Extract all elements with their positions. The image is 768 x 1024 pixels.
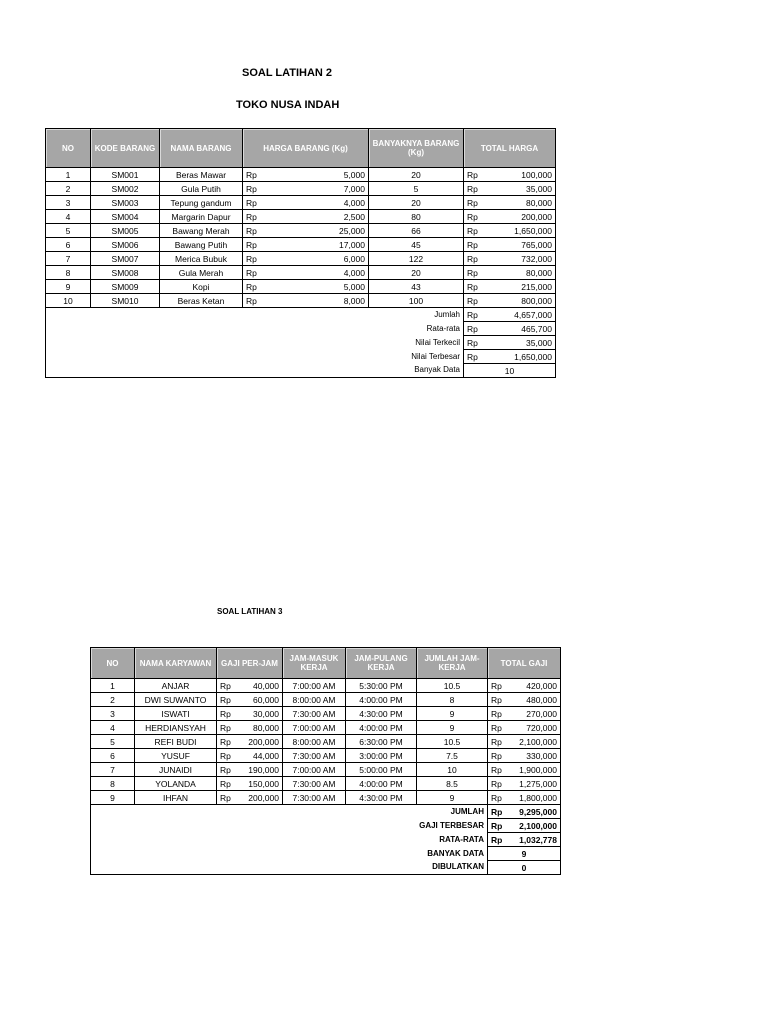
cell-no: 10 (46, 294, 91, 308)
currency-label: Rp (491, 834, 503, 845)
header-no: NO (91, 648, 135, 679)
cell-no: 2 (46, 182, 91, 196)
currency-label: Rp (467, 281, 478, 292)
currency-label: Rp (246, 267, 257, 278)
currency-label: Rp (220, 764, 231, 775)
cell-banyaknya-barang: 122 (369, 252, 464, 266)
currency-label: Rp (467, 211, 478, 222)
cell-nama-karyawan: DWI SUWANTO (135, 693, 217, 707)
summary-blank (91, 819, 346, 833)
cell-nama-karyawan: HERDIANSYAH (135, 721, 217, 735)
header-harga-barang: HARGA BARANG (Kg) (243, 129, 369, 168)
currency-label: Rp (246, 295, 257, 306)
cell-total-harga (464, 238, 556, 252)
cell-banyaknya-barang: 20 (369, 196, 464, 210)
table-toko-nusa-indah (45, 128, 556, 378)
cell-no: 1 (91, 679, 135, 693)
cell-jumlah-jam: 9 (417, 791, 488, 805)
cell-harga-barang (243, 294, 369, 308)
cell-harga-barang (243, 224, 369, 238)
amount-value: 800,000 (521, 295, 552, 306)
cell-gaji-per-jam (217, 707, 283, 721)
summary-label: DIBULATKAN (346, 861, 488, 875)
table-row (91, 679, 561, 693)
cell-kode-barang: SM004 (91, 210, 160, 224)
cell-kode-barang: SM002 (91, 182, 160, 196)
currency-label: Rp (491, 764, 502, 775)
cell-no: 4 (46, 210, 91, 224)
header-nama-karyawan: NAMA KARYAWAN (135, 648, 217, 679)
amount-value: 100,000 (521, 169, 552, 180)
cell-banyaknya-barang: 45 (369, 238, 464, 252)
currency-label: Rp (491, 708, 502, 719)
cell-kode-barang: SM009 (91, 280, 160, 294)
currency-label: Rp (467, 225, 478, 236)
amount-value: 4,657,000 (514, 309, 552, 320)
amount-value: 5,000 (343, 169, 365, 180)
amount-value: 465,700 (521, 323, 552, 334)
amount-value: 1,032,778 (519, 834, 557, 845)
cell-no: 7 (46, 252, 91, 266)
currency-label: Rp (220, 708, 231, 719)
summary-value: 0 (488, 861, 561, 875)
currency-label: Rp (467, 169, 478, 180)
summary-blank (46, 364, 243, 378)
currency-label: Rp (220, 680, 231, 691)
summary-row (46, 308, 556, 322)
cell-total-harga (464, 294, 556, 308)
cell-gaji-per-jam (217, 735, 283, 749)
cell-total-harga (464, 266, 556, 280)
summary-value: 9 (488, 847, 561, 861)
amount-value: 8,000 (343, 295, 365, 306)
cell-harga-barang (243, 182, 369, 196)
amount-value: 1,900,000 (519, 764, 557, 775)
cell-jam-pulang: 4:00:00 PM (346, 777, 417, 791)
cell-total-harga (464, 168, 556, 182)
currency-label: Rp (220, 736, 231, 747)
cell-harga-barang (243, 266, 369, 280)
cell-nama-karyawan: IHFAN (135, 791, 217, 805)
header-nama-barang: NAMA BARANG (160, 129, 243, 168)
cell-nama-barang: Bawang Putih (160, 238, 243, 252)
summary-row (46, 350, 556, 364)
summary-blank (91, 861, 346, 875)
summary-row (91, 805, 561, 819)
cell-gaji-per-jam (217, 777, 283, 791)
amount-value: 35,000 (526, 183, 552, 194)
table-row (91, 749, 561, 763)
summary-blank (91, 847, 346, 861)
amount-value: 270,000 (526, 708, 557, 719)
cell-jam-pulang: 6:30:00 PM (346, 735, 417, 749)
summary-blank (46, 336, 243, 350)
currency-label: Rp (491, 694, 502, 705)
amount-value: 765,000 (521, 239, 552, 250)
cell-no: 1 (46, 168, 91, 182)
cell-nama-barang: Bawang Merah (160, 224, 243, 238)
cell-jumlah-jam: 10.5 (417, 679, 488, 693)
summary-value (464, 336, 556, 350)
amount-value: 30,000 (253, 708, 279, 719)
table-gaji-karyawan (90, 647, 561, 875)
cell-jumlah-jam: 9 (417, 721, 488, 735)
cell-jam-masuk: 7:00:00 AM (283, 679, 346, 693)
table-row (91, 777, 561, 791)
cell-nama-barang: Beras Ketan (160, 294, 243, 308)
summary-label: Rata-rata (426, 323, 460, 333)
cell-no: 3 (91, 707, 135, 721)
header-jumlah-jam: JUMLAH JAM-KERJA (417, 648, 488, 679)
summary-value: 10 (464, 364, 556, 378)
currency-label: Rp (220, 694, 231, 705)
amount-value: 200,000 (521, 211, 552, 222)
summary-value (464, 308, 556, 322)
amount-value: 420,000 (526, 680, 557, 691)
amount-value: 60,000 (253, 694, 279, 705)
currency-label: Rp (220, 792, 231, 803)
cell-no: 9 (91, 791, 135, 805)
summary-blank (91, 833, 346, 847)
cell-total-gaji (488, 791, 561, 805)
cell-nama-karyawan: ISWATI (135, 707, 217, 721)
currency-label: Rp (491, 736, 502, 747)
cell-nama-barang: Gula Merah (160, 266, 243, 280)
currency-label: Rp (491, 778, 502, 789)
cell-total-gaji (488, 777, 561, 791)
currency-label: Rp (467, 267, 478, 278)
table-row (91, 735, 561, 749)
cell-banyaknya-barang: 20 (369, 168, 464, 182)
store-name: TOKO NUSA INDAH (236, 99, 340, 111)
table-row (46, 224, 556, 238)
currency-label: Rp (220, 750, 231, 761)
cell-nama-karyawan: REFI BUDI (135, 735, 217, 749)
summary-value (488, 819, 561, 833)
summary-blank (46, 322, 243, 336)
currency-label: Rp (467, 309, 478, 320)
amount-value: 330,000 (526, 750, 557, 761)
header-banyaknya-barang: BANYAKNYA BARANG (Kg) (369, 129, 464, 168)
cell-nama-barang: Beras Mawar (160, 168, 243, 182)
header-jam-masuk: JAM-MASUK KERJA (283, 648, 346, 679)
currency-label: Rp (246, 197, 257, 208)
cell-no: 4 (91, 721, 135, 735)
cell-total-gaji (488, 749, 561, 763)
cell-harga-barang (243, 280, 369, 294)
cell-kode-barang: SM003 (91, 196, 160, 210)
cell-jumlah-jam: 7.5 (417, 749, 488, 763)
cell-kode-barang: SM008 (91, 266, 160, 280)
summary-blank (91, 805, 346, 819)
table-row (46, 266, 556, 280)
cell-jam-masuk: 8:00:00 AM (283, 693, 346, 707)
currency-label: Rp (467, 337, 478, 348)
currency-label: Rp (467, 351, 478, 362)
amount-value: 1,800,000 (519, 792, 557, 803)
cell-total-harga (464, 210, 556, 224)
summary-value (488, 833, 561, 847)
header-gaji-per-jam: GAJI PER-JAM (217, 648, 283, 679)
cell-jam-masuk: 8:00:00 AM (283, 735, 346, 749)
amount-value: 5,000 (343, 281, 365, 292)
summary-row (46, 364, 556, 378)
cell-no: 6 (46, 238, 91, 252)
summary-label: Nilai Terkecil (415, 337, 460, 347)
cell-jam-pulang: 4:00:00 PM (346, 693, 417, 707)
header-total-gaji: TOTAL GAJI (488, 648, 561, 679)
table-row (91, 693, 561, 707)
cell-gaji-per-jam (217, 721, 283, 735)
amount-value: 1,650,000 (514, 225, 552, 236)
currency-label: Rp (246, 183, 257, 194)
cell-kode-barang: SM007 (91, 252, 160, 266)
cell-nama-karyawan: YUSUF (135, 749, 217, 763)
currency-label: Rp (246, 281, 257, 292)
table-row (46, 182, 556, 196)
amount-value: 7,000 (343, 183, 365, 194)
cell-nama-barang: Margarin Dapur (160, 210, 243, 224)
amount-value: 732,000 (521, 253, 552, 264)
cell-kode-barang: SM006 (91, 238, 160, 252)
currency-label: Rp (467, 183, 478, 194)
cell-total-harga (464, 224, 556, 238)
amount-value: 6,000 (343, 253, 365, 264)
summary-label: BANYAK DATA (427, 848, 484, 858)
currency-label: Rp (467, 239, 478, 250)
currency-label: Rp (467, 197, 478, 208)
cell-harga-barang (243, 252, 369, 266)
header-jam-pulang: JAM-PULANG KERJA (346, 648, 417, 679)
summary-label: JUMLAH (450, 806, 484, 816)
cell-gaji-per-jam (217, 791, 283, 805)
cell-no: 5 (91, 735, 135, 749)
cell-jumlah-jam: 8 (417, 693, 488, 707)
amount-value: 2,100,000 (519, 820, 557, 831)
cell-gaji-per-jam (217, 679, 283, 693)
currency-label: Rp (491, 806, 503, 817)
cell-nama-karyawan: YOLANDA (135, 777, 217, 791)
cell-total-gaji (488, 721, 561, 735)
cell-no: 8 (46, 266, 91, 280)
amount-value: 2,500 (343, 211, 365, 222)
currency-label: Rp (491, 750, 502, 761)
amount-value: 40,000 (253, 680, 279, 691)
cell-banyaknya-barang: 66 (369, 224, 464, 238)
cell-nama-barang: Merica Bubuk (160, 252, 243, 266)
currency-label: Rp (491, 792, 502, 803)
cell-kode-barang: SM010 (91, 294, 160, 308)
cell-no: 6 (91, 749, 135, 763)
currency-label: Rp (491, 820, 503, 831)
cell-nama-karyawan: JUNAIDI (135, 763, 217, 777)
cell-jumlah-jam: 9 (417, 707, 488, 721)
currency-label: Rp (467, 323, 478, 334)
table-row (46, 252, 556, 266)
cell-harga-barang (243, 168, 369, 182)
cell-no: 3 (46, 196, 91, 210)
header-row (46, 129, 556, 168)
table-row (46, 168, 556, 182)
cell-jumlah-jam: 10 (417, 763, 488, 777)
header-no: NO (46, 129, 91, 168)
cell-banyaknya-barang: 20 (369, 266, 464, 280)
cell-nama-karyawan: ANJAR (135, 679, 217, 693)
cell-banyaknya-barang: 100 (369, 294, 464, 308)
cell-banyaknya-barang: 80 (369, 210, 464, 224)
summary-row (91, 819, 561, 833)
cell-banyaknya-barang: 43 (369, 280, 464, 294)
cell-banyaknya-barang: 5 (369, 182, 464, 196)
table-row (91, 707, 561, 721)
summary-label: Banyak Data (243, 364, 464, 378)
table-row (46, 294, 556, 308)
cell-total-harga (464, 280, 556, 294)
cell-total-harga (464, 182, 556, 196)
currency-label: Rp (467, 295, 478, 306)
cell-no: 7 (91, 763, 135, 777)
cell-jam-pulang: 4:30:00 PM (346, 707, 417, 721)
currency-label: Rp (220, 778, 231, 789)
amount-value: 25,000 (339, 225, 365, 236)
cell-harga-barang (243, 196, 369, 210)
amount-value: 200,000 (248, 792, 279, 803)
cell-gaji-per-jam (217, 763, 283, 777)
cell-kode-barang: SM001 (91, 168, 160, 182)
amount-value: 4,000 (343, 197, 365, 208)
cell-total-gaji (488, 735, 561, 749)
cell-gaji-per-jam (217, 749, 283, 763)
table-row (91, 791, 561, 805)
cell-jam-masuk: 7:30:00 AM (283, 749, 346, 763)
currency-label: Rp (491, 680, 502, 691)
cell-jam-pulang: 5:00:00 PM (346, 763, 417, 777)
amount-value: 720,000 (526, 722, 557, 733)
currency-label: Rp (246, 239, 257, 250)
cell-jam-masuk: 7:30:00 AM (283, 791, 346, 805)
cell-jam-masuk: 7:00:00 AM (283, 763, 346, 777)
soal-2-title: SOAL LATIHAN 2 (242, 67, 333, 79)
currency-label: Rp (246, 169, 257, 180)
amount-value: 2,100,000 (519, 736, 557, 747)
table-row (46, 210, 556, 224)
cell-jam-pulang: 4:30:00 PM (346, 791, 417, 805)
cell-jam-masuk: 7:30:00 AM (283, 707, 346, 721)
amount-value: 150,000 (248, 778, 279, 789)
cell-no: 2 (91, 693, 135, 707)
cell-harga-barang (243, 238, 369, 252)
cell-total-harga (464, 196, 556, 210)
cell-gaji-per-jam (217, 693, 283, 707)
currency-label: Rp (246, 225, 257, 236)
cell-no: 8 (91, 777, 135, 791)
summary-value (488, 805, 561, 819)
table-row (91, 763, 561, 777)
header-row (91, 648, 561, 679)
summary-label: Jumlah (434, 309, 460, 319)
summary-value (464, 322, 556, 336)
summary-row (91, 833, 561, 847)
currency-label: Rp (491, 722, 502, 733)
amount-value: 35,000 (526, 337, 552, 348)
cell-total-gaji (488, 693, 561, 707)
summary-label: RATA-RATA (439, 834, 484, 844)
cell-harga-barang (243, 210, 369, 224)
summary-value (464, 350, 556, 364)
amount-value: 200,000 (248, 736, 279, 747)
currency-label: Rp (220, 722, 231, 733)
summary-row (91, 861, 561, 875)
cell-total-gaji (488, 679, 561, 693)
summary-label: GAJI TERBESAR (419, 820, 484, 830)
soal-3-title: SOAL LATIHAN 3 (217, 607, 283, 616)
cell-jumlah-jam: 8.5 (417, 777, 488, 791)
amount-value: 80,000 (253, 722, 279, 733)
cell-total-gaji (488, 707, 561, 721)
summary-blank (46, 350, 243, 364)
cell-jam-masuk: 7:30:00 AM (283, 777, 346, 791)
summary-blank (46, 308, 243, 322)
cell-no: 5 (46, 224, 91, 238)
cell-kode-barang: SM005 (91, 224, 160, 238)
summary-row (46, 336, 556, 350)
amount-value: 9,295,000 (519, 806, 557, 817)
amount-value: 80,000 (526, 267, 552, 278)
cell-no: 9 (46, 280, 91, 294)
cell-jam-pulang: 4:00:00 PM (346, 721, 417, 735)
currency-label: Rp (246, 211, 257, 222)
cell-jam-pulang: 5:30:00 PM (346, 679, 417, 693)
amount-value: 480,000 (526, 694, 557, 705)
cell-nama-barang: Gula Putih (160, 182, 243, 196)
amount-value: 1,650,000 (514, 351, 552, 362)
amount-value: 17,000 (339, 239, 365, 250)
currency-label: Rp (246, 253, 257, 264)
amount-value: 190,000 (248, 764, 279, 775)
amount-value: 44,000 (253, 750, 279, 761)
cell-nama-barang: Kopi (160, 280, 243, 294)
summary-label: Nilai Terbesar (411, 351, 460, 361)
amount-value: 80,000 (526, 197, 552, 208)
table-row (46, 238, 556, 252)
summary-row (91, 847, 561, 861)
table-row (91, 721, 561, 735)
cell-jumlah-jam: 10.5 (417, 735, 488, 749)
table-row (46, 280, 556, 294)
amount-value: 1,275,000 (519, 778, 557, 789)
amount-value: 4,000 (343, 267, 365, 278)
currency-label: Rp (467, 253, 478, 264)
cell-total-harga (464, 252, 556, 266)
cell-jam-pulang: 3:00:00 PM (346, 749, 417, 763)
amount-value: 215,000 (521, 281, 552, 292)
summary-row (46, 322, 556, 336)
header-total-harga: TOTAL HARGA (464, 129, 556, 168)
header-kode-barang: KODE BARANG (91, 129, 160, 168)
cell-nama-barang: Tepung gandum (160, 196, 243, 210)
cell-total-gaji (488, 763, 561, 777)
cell-jam-masuk: 7:00:00 AM (283, 721, 346, 735)
table-row (46, 196, 556, 210)
